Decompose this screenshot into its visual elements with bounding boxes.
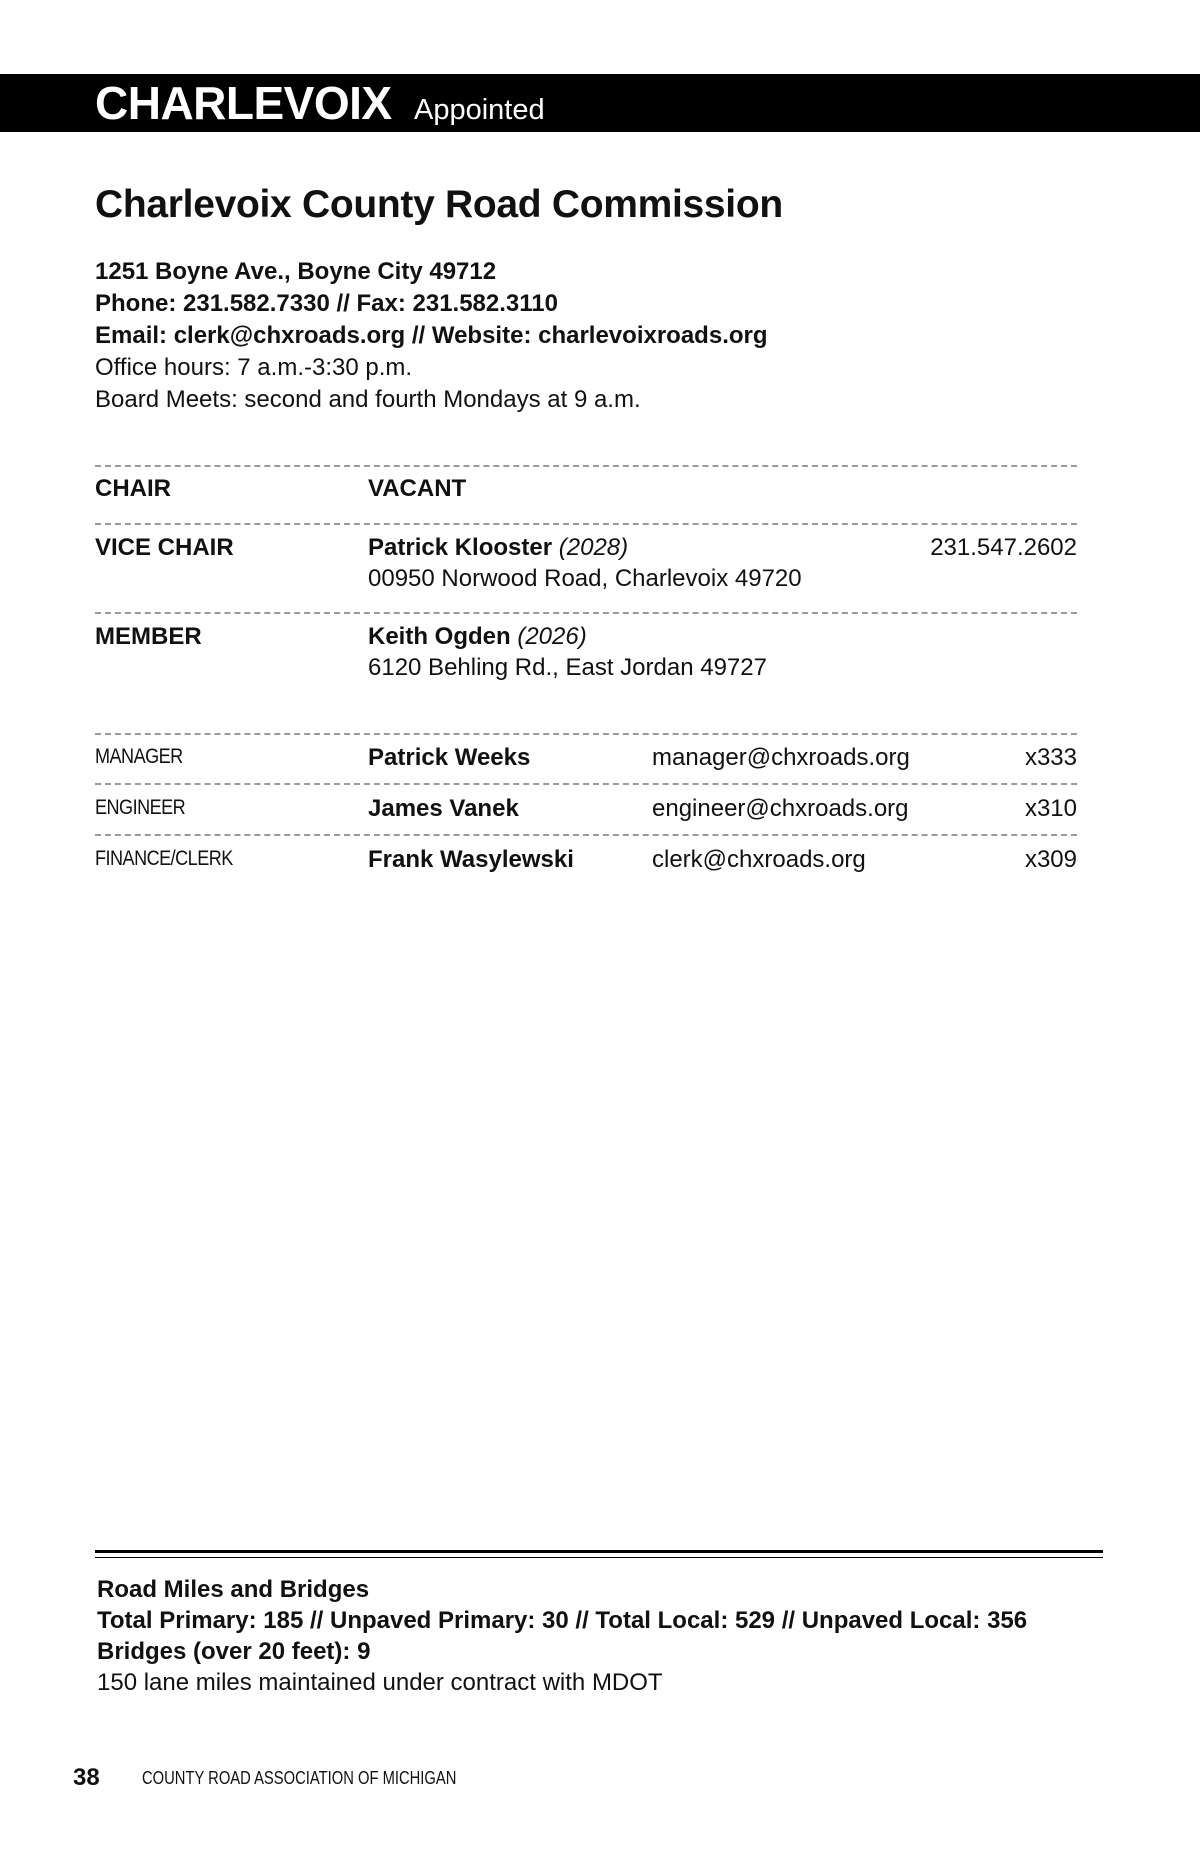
divider (95, 612, 1077, 614)
board-member-name: Patrick Klooster (368, 534, 553, 561)
county-name: CHARLEVOIX (95, 77, 392, 129)
staff-title-manager: MANAGER (95, 745, 183, 768)
agency-phone-fax: Phone: 231.582.7330 // Fax: 231.582.3110 (95, 290, 558, 317)
footer-rule (95, 1550, 1103, 1553)
publication-name: COUNTY ROAD ASSOCIATION OF MICHIGAN (142, 1768, 457, 1788)
road-miles-heading: Road Miles and Bridges (97, 1576, 370, 1603)
staff-title-finance-clerk: FINANCE/CLERK (95, 847, 233, 870)
board-member-phone: 231.547.2602 (930, 534, 1077, 561)
divider (95, 523, 1077, 525)
page-number: 38 (73, 1764, 100, 1791)
agency-contact (95, 256, 768, 416)
board-role-vice-chair: VICE CHAIR (95, 534, 234, 561)
board-member-address: 6120 Behling Rd., East Jordan 49727 (368, 654, 767, 681)
lane-miles-note: 150 lane miles maintained under contract with MDOT (97, 1669, 663, 1696)
bridges-count: Bridges (over 20 feet): 9 (97, 1638, 371, 1665)
board-name-vice-chair (368, 534, 628, 562)
staff-name: Patrick Weeks (368, 744, 531, 771)
board-member-address: 00950 Norwood Road, Charlevoix 49720 (368, 565, 802, 592)
road-miles-block (97, 1574, 1027, 1698)
board-role-chair: CHAIR (95, 475, 171, 502)
footer-rule (95, 1557, 1103, 1558)
staff-name: Frank Wasylewski (368, 846, 574, 873)
agency-email-website: Email: clerk@chxroads.org // Website: charlevoixroads.org (95, 322, 768, 349)
board-member-name: VACANT (368, 475, 467, 502)
staff-extension: x333 (1024, 744, 1077, 771)
agency-address: 1251 Boyne Ave., Boyne City 49712 (95, 258, 497, 285)
agency-board-meets: Board Meets: second and fourth Mondays at 9 a.m. (95, 386, 641, 413)
staff-name: James Vanek (368, 795, 519, 822)
agency-title: Charlevoix County Road Commission (95, 183, 783, 226)
board-member-term: (2028) (558, 534, 629, 561)
staff-extension: x310 (1024, 795, 1077, 822)
board-member-name: Keith Ogden (368, 623, 511, 650)
county-header-bar (0, 74, 1200, 132)
agency-office-hours: Office hours: 7 a.m.-3:30 p.m. (95, 354, 413, 381)
staff-title-engineer: ENGINEER (95, 796, 186, 819)
board-role-member: MEMBER (95, 623, 202, 650)
board-member-term: (2026) (517, 623, 587, 650)
staff-extension: x309 (1024, 846, 1077, 873)
staff-email: engineer@chxroads.org (652, 795, 909, 822)
road-miles-totals: Total Primary: 185 // Unpaved Primary: 30 // Total Local: 529 // Unpaved Local: 356 (97, 1607, 1028, 1634)
board-name-chair (368, 475, 466, 503)
divider (95, 465, 1077, 467)
board-name-member (368, 623, 587, 651)
divider (95, 783, 1077, 785)
divider (95, 834, 1077, 836)
county-type: Appointed (414, 94, 545, 126)
divider (95, 733, 1077, 735)
staff-email: manager@chxroads.org (652, 744, 910, 771)
staff-email: clerk@chxroads.org (652, 846, 866, 873)
